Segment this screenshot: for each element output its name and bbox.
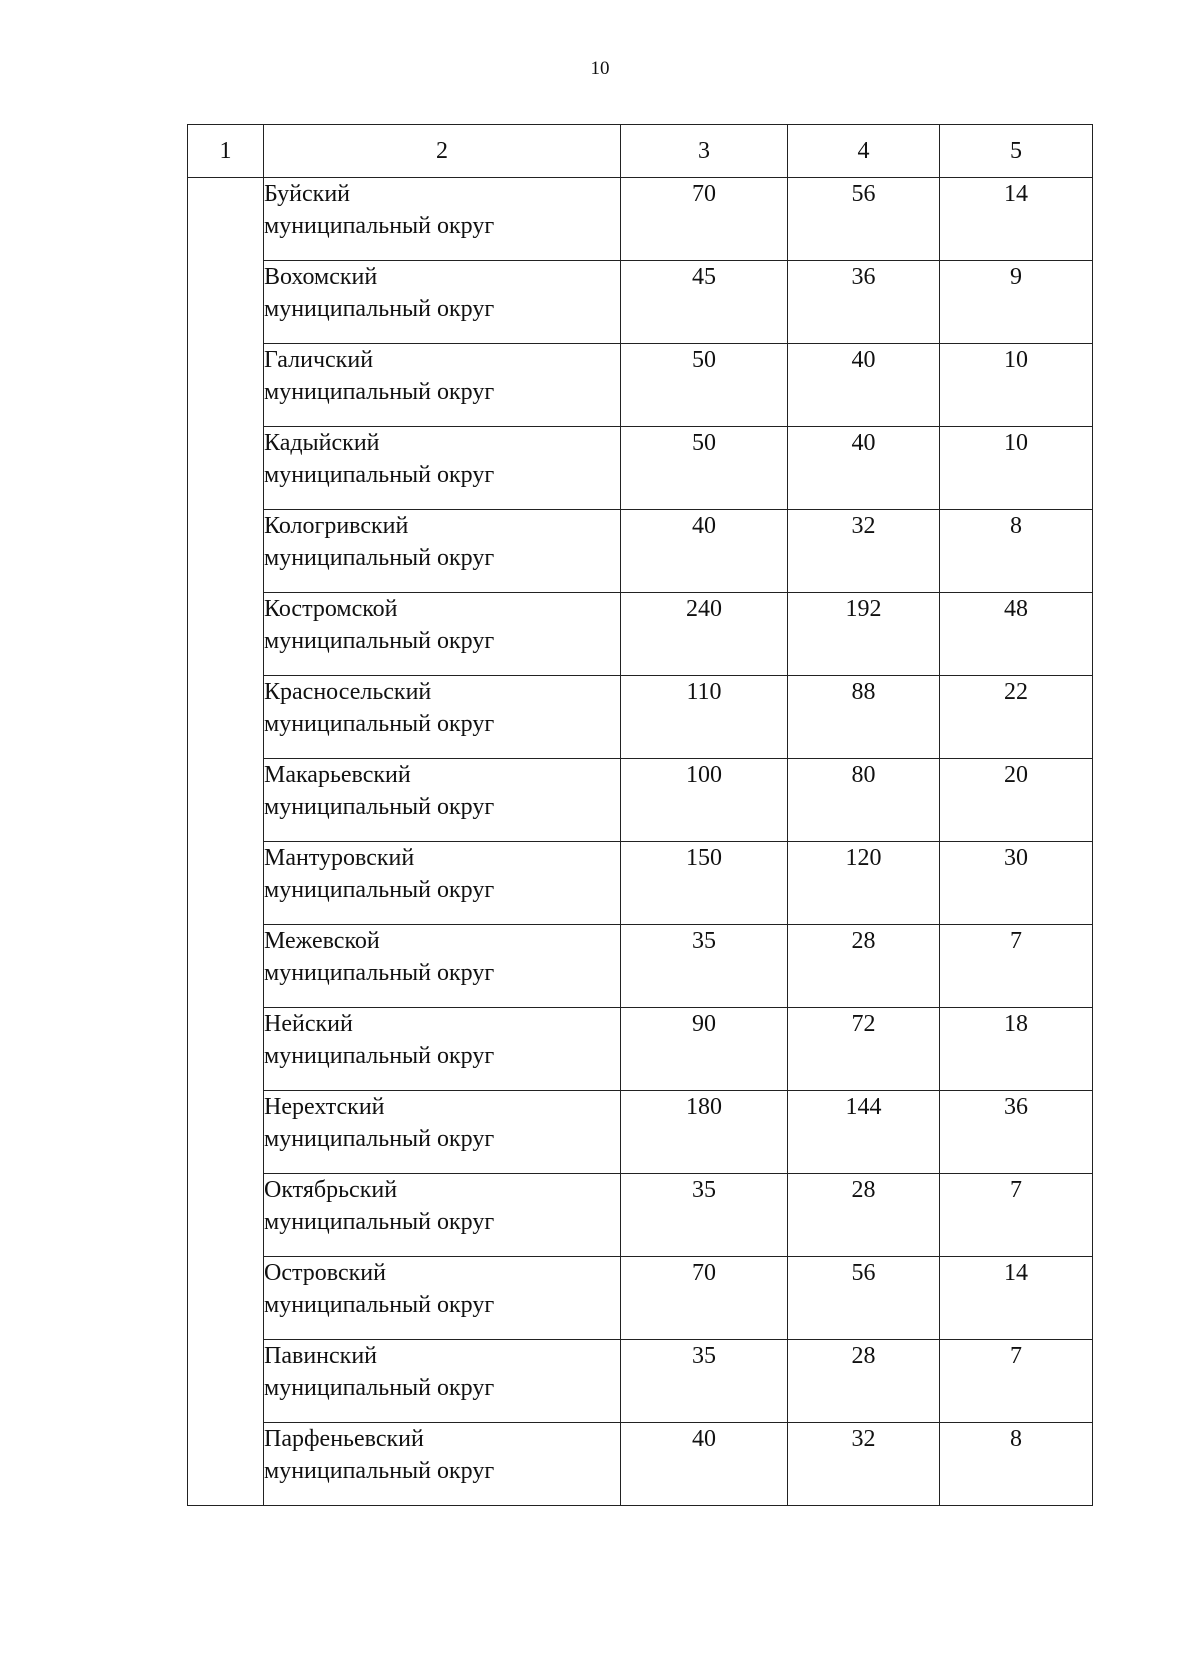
district-name-cell [264, 261, 621, 344]
value-cell-col-4: 40 [788, 427, 940, 510]
value-cell-col-4: 72 [788, 1008, 940, 1091]
column-header-2: 2 [264, 125, 621, 178]
district-name: Вохомский [264, 264, 378, 290]
value-cell-col-5: 8 [940, 1423, 1093, 1506]
district-name-cell [264, 1174, 621, 1257]
table-row [188, 178, 1093, 261]
district-name: Красносельский [264, 679, 432, 705]
value-cell-col-5: 10 [940, 427, 1093, 510]
column-header-4: 4 [788, 125, 940, 178]
value-cell-col-3: 90 [621, 1008, 788, 1091]
value-cell-col-3: 50 [621, 427, 788, 510]
value-cell-col-5: 22 [940, 676, 1093, 759]
value-cell-col-5: 7 [940, 1174, 1093, 1257]
table-row [188, 676, 1093, 759]
district-name: Кологривский [264, 513, 409, 539]
district-name: Островский [264, 1260, 386, 1286]
table-row [188, 427, 1093, 510]
district-name-cell [264, 1257, 621, 1340]
district-name: Октябрьский [264, 1177, 398, 1203]
district-name-cell [264, 510, 621, 593]
district-name-cell [264, 925, 621, 1008]
district-name-cell [264, 759, 621, 842]
district-name: Кадыйский [264, 430, 380, 456]
value-cell-col-4: 144 [788, 1091, 940, 1174]
value-cell-col-4: 56 [788, 1257, 940, 1340]
table-row [188, 1174, 1093, 1257]
value-cell-col-4: 192 [788, 593, 940, 676]
value-cell-col-4: 32 [788, 510, 940, 593]
district-type: муниципальный округ [264, 877, 495, 903]
district-type: муниципальный округ [264, 1292, 495, 1318]
value-cell-col-4: 32 [788, 1423, 940, 1506]
value-cell-col-4: 36 [788, 261, 940, 344]
table-row [188, 1257, 1093, 1340]
value-cell-col-3: 35 [621, 1340, 788, 1423]
district-type: муниципальный округ [264, 379, 495, 405]
district-type: муниципальный округ [264, 1209, 495, 1235]
column-header-5: 5 [940, 125, 1093, 178]
value-cell-col-3: 150 [621, 842, 788, 925]
value-cell-col-5: 7 [940, 925, 1093, 1008]
district-name: Макарьевский [264, 762, 411, 788]
district-name: Буйский [264, 181, 351, 207]
page-number: 10 [590, 58, 610, 79]
value-cell-col-3: 50 [621, 344, 788, 427]
table-row [188, 261, 1093, 344]
district-name-cell [264, 1423, 621, 1506]
value-cell-col-3: 240 [621, 593, 788, 676]
table-row [188, 842, 1093, 925]
value-cell-col-5: 36 [940, 1091, 1093, 1174]
table-header-row [188, 125, 1093, 178]
table-row [188, 1008, 1093, 1091]
district-name-cell [264, 676, 621, 759]
table-row [188, 1091, 1093, 1174]
table-row [188, 1423, 1093, 1506]
value-cell-col-5: 20 [940, 759, 1093, 842]
value-cell-col-4: 88 [788, 676, 940, 759]
table-row [188, 510, 1093, 593]
table-row [188, 344, 1093, 427]
value-cell-col-5: 14 [940, 1257, 1093, 1340]
district-name: Нейский [264, 1011, 353, 1037]
district-name: Межевской [264, 928, 380, 954]
district-name-cell [264, 842, 621, 925]
value-cell-col-5: 30 [940, 842, 1093, 925]
district-name: Мантуровский [264, 845, 415, 871]
district-name: Костромской [264, 596, 398, 622]
district-name-cell [264, 427, 621, 510]
allocation-table [187, 124, 1093, 1506]
value-cell-col-3: 35 [621, 925, 788, 1008]
value-cell-col-4: 56 [788, 178, 940, 261]
value-cell-col-4: 28 [788, 925, 940, 1008]
value-cell-col-5: 14 [940, 178, 1093, 261]
value-cell-col-4: 120 [788, 842, 940, 925]
value-cell-col-3: 35 [621, 1174, 788, 1257]
value-cell-col-5: 9 [940, 261, 1093, 344]
district-type: муниципальный округ [264, 296, 495, 322]
value-cell-col-4: 80 [788, 759, 940, 842]
district-type: муниципальный округ [264, 711, 495, 737]
value-cell-col-4: 28 [788, 1340, 940, 1423]
value-cell-col-3: 70 [621, 1257, 788, 1340]
district-name: Парфеньевский [264, 1426, 424, 1452]
table-row [188, 1340, 1093, 1423]
value-cell-col-5: 7 [940, 1340, 1093, 1423]
value-cell-col-3: 45 [621, 261, 788, 344]
district-type: муниципальный округ [264, 1043, 495, 1069]
district-name-cell [264, 593, 621, 676]
district-type: муниципальный округ [264, 1126, 495, 1152]
district-type: муниципальный округ [264, 628, 495, 654]
district-type: муниципальный округ [264, 213, 495, 239]
district-name: Павинский [264, 1343, 378, 1369]
value-cell-col-3: 100 [621, 759, 788, 842]
column-header-1: 1 [188, 125, 264, 178]
column-header-3: 3 [621, 125, 788, 178]
column-1-merged-cell [188, 178, 264, 1506]
table-row [188, 925, 1093, 1008]
value-cell-col-5: 48 [940, 593, 1093, 676]
value-cell-col-5: 18 [940, 1008, 1093, 1091]
district-type: муниципальный округ [264, 1375, 495, 1401]
value-cell-col-3: 70 [621, 178, 788, 261]
district-name: Галичский [264, 347, 374, 373]
district-name-cell [264, 344, 621, 427]
district-type: муниципальный округ [264, 1458, 495, 1484]
value-cell-col-3: 40 [621, 1423, 788, 1506]
district-name-cell [264, 1091, 621, 1174]
district-name-cell [264, 1340, 621, 1423]
table-row [188, 759, 1093, 842]
value-cell-col-3: 180 [621, 1091, 788, 1174]
district-name-cell [264, 1008, 621, 1091]
value-cell-col-4: 40 [788, 344, 940, 427]
district-type: муниципальный округ [264, 545, 495, 571]
district-name-cell [264, 178, 621, 261]
district-name: Нерехтский [264, 1094, 385, 1120]
value-cell-col-5: 8 [940, 510, 1093, 593]
value-cell-col-5: 10 [940, 344, 1093, 427]
value-cell-col-3: 40 [621, 510, 788, 593]
district-type: муниципальный округ [264, 462, 495, 488]
value-cell-col-3: 110 [621, 676, 788, 759]
district-type: муниципальный округ [264, 794, 495, 820]
table-row [188, 593, 1093, 676]
value-cell-col-4: 28 [788, 1174, 940, 1257]
district-type: муниципальный округ [264, 960, 495, 986]
table-body [188, 178, 1093, 1506]
